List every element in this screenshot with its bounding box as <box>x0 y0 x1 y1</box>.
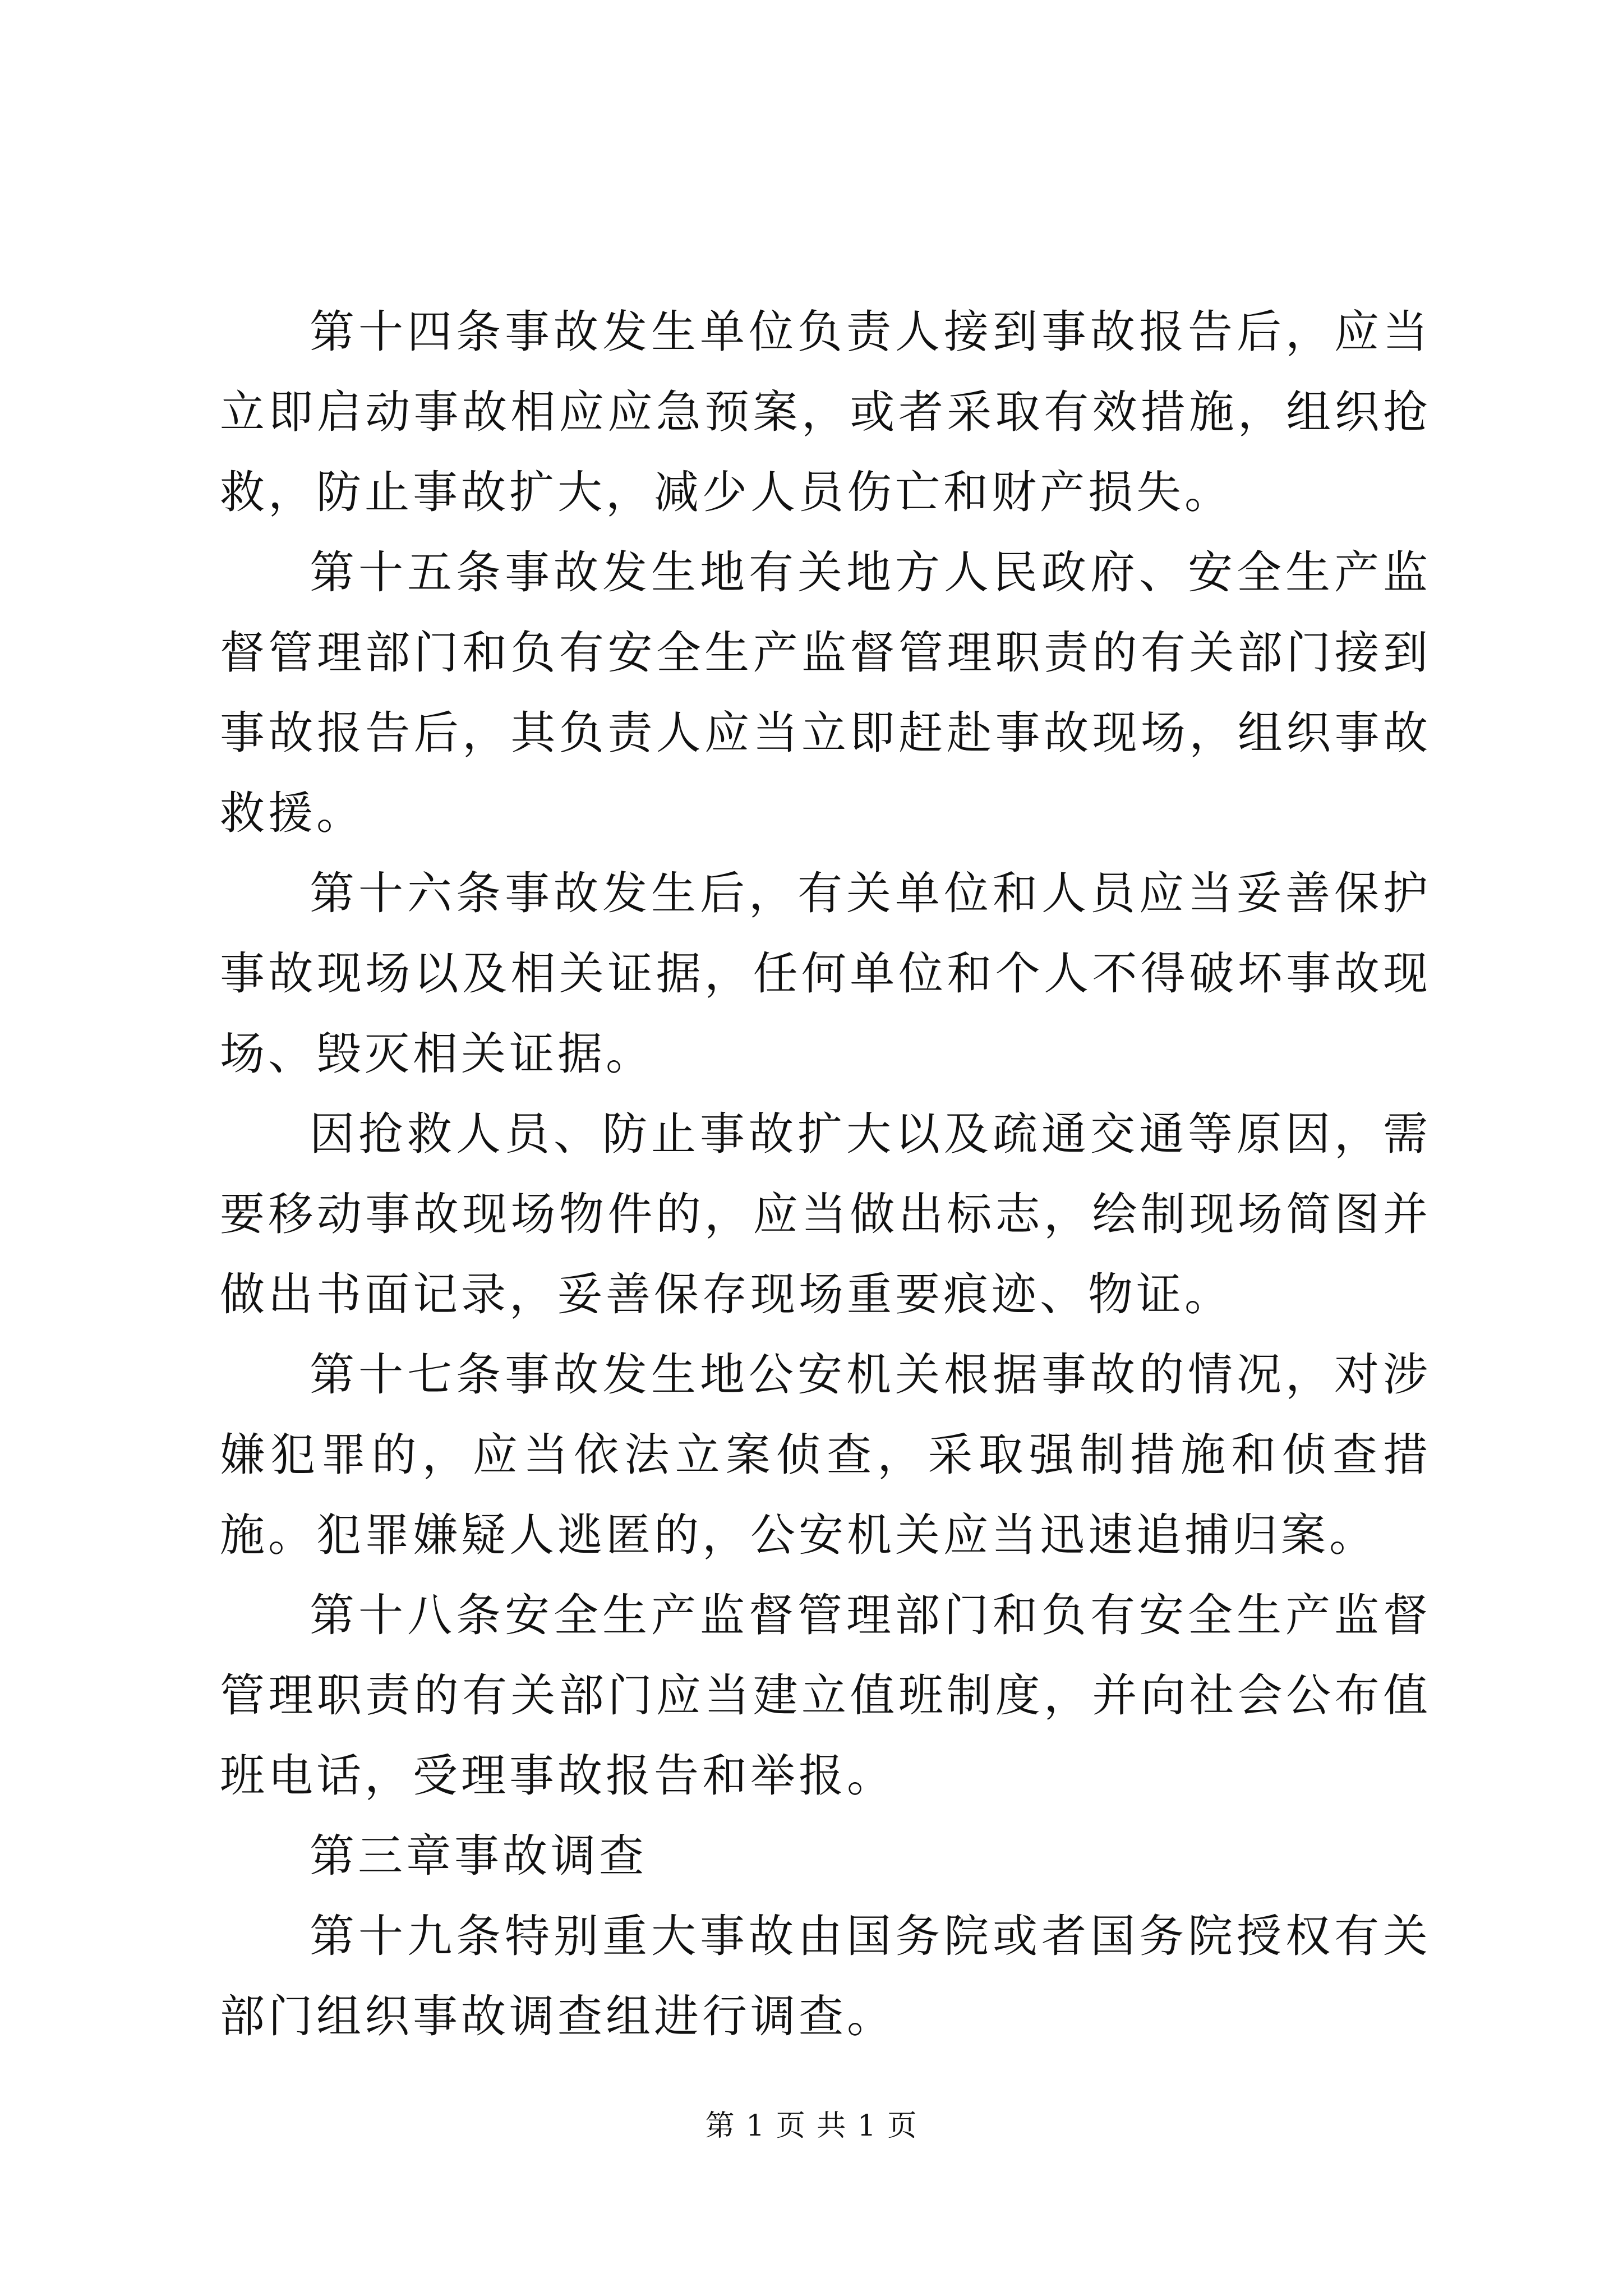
paragraph-scene-preservation: 因抢救人员、防止事故扩大以及疏通交通等原因，需要移动事故现场物件的，应当做出标志，绘制现场简图并做出书面记录，妥善保存现场重要痕迹、物证。 <box>220 1108 1431 1320</box>
paragraph-article-19: 第十九条特别重大事故由国务院或者国务院授权有关部门组织事故调查组进行调查。 <box>220 1910 1431 2042</box>
paragraph-article-14: 第十四条事故发生单位负责人接到事故报告后，应当立即启动事故相应应急预案，或者采取有效措施，组织抢救，防止事故扩大，减少人员伤亡和财产损失。 <box>220 306 1431 518</box>
chapter-heading: 第三章事故调查 <box>310 1830 647 1882</box>
paragraph-article-17: 第十七条事故发生地公安机关根据事故的情况，对涉嫌犯罪的，应当依法立案侦查，采取强制措施和侦查措施。犯罪嫌疑人逃匿的，公安机关应当迅速追捕归案。 <box>220 1349 1431 1561</box>
paragraph-article-15: 第十五条事故发生地有关地方人民政府、安全生产监督管理部门和负有安全生产监督管理职责的有关部门接到事故报告后，其负责人应当立即赶赴事故现场，组织事故救援。 <box>220 546 1431 839</box>
paragraph-article-16: 第十六条事故发生后，有关单位和人员应当妥善保护事故现场以及相关证据，任何单位和个人不得破坏事故现场、毁灭相关证据。 <box>220 867 1431 1080</box>
page-number-footer: 第 1 页 共 1 页 <box>705 2109 918 2143</box>
paragraph-article-18: 第十八条安全生产监督管理部门和负有安全生产监督管理职责的有关部门应当建立值班制度，并向社会公布值班电话，受理事故报告和举报。 <box>220 1589 1431 1802</box>
document-body <box>220 292 1431 2056</box>
